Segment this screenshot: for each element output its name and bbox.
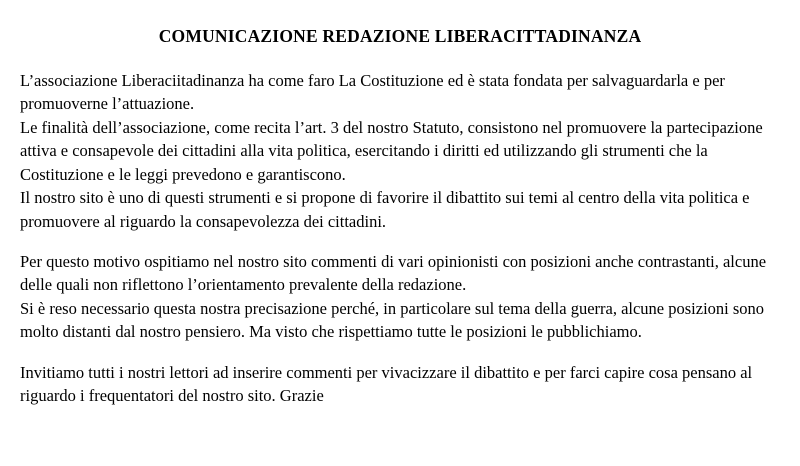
paragraph-6: Invitiamo tutti i nostri lettori ad inserire commenti per vivacizzare il dibattito e per farci capire cosa pensano al riguardo i frequentatori del nostro sito. Grazie: [20, 362, 753, 406]
document-body: [20, 69, 780, 407]
page-title: COMUNICAZIONE REDAZIONE LIBERACITTADINANZA: [158, 26, 642, 46]
paragraph-3: Il nostro sito è uno di questi strumenti e si propone di favorire il dibattito sui temi al centro della vita politica e promuovere al riguardo la consapevolezza dei cittadini.: [20, 188, 750, 231]
paragraph-4: Per questo motivo ospitiamo nel nostro sito commenti di vari opinionisti con posizioni anche contrastanti, alcune delle quali non riflettono l’orientamento prevalente della redazione.: [20, 251, 767, 295]
paragraph-5: Si è reso necessario questa nostra precisazione perché, in particolare sul tema della guerra, alcune posizioni sono molto distanti dal nostro pensiero. Ma visto che rispettiamo tutte le posizioni le pubblichiamo.: [20, 298, 765, 342]
paragraph-1: L’associazione Liberaciitadinanza ha come faro La Costituzione ed è stata fondata per salvaguardarla e per promuoverne l’attuazione.: [20, 71, 725, 114]
paragraph-spacer-1: [20, 233, 780, 250]
paragraph-2: Le finalità dell’associazione, come recita l’art. 3 del nostro Statuto, consistono nel promuovere la partecipazione attiva e consapevole dei cittadini alla vita politica, esercitando i diritti ed utilizzando gli strumenti che la Costituzione e le leggi prevedono e garantiscono.: [20, 117, 763, 184]
paragraph-spacer-2: [20, 344, 780, 361]
